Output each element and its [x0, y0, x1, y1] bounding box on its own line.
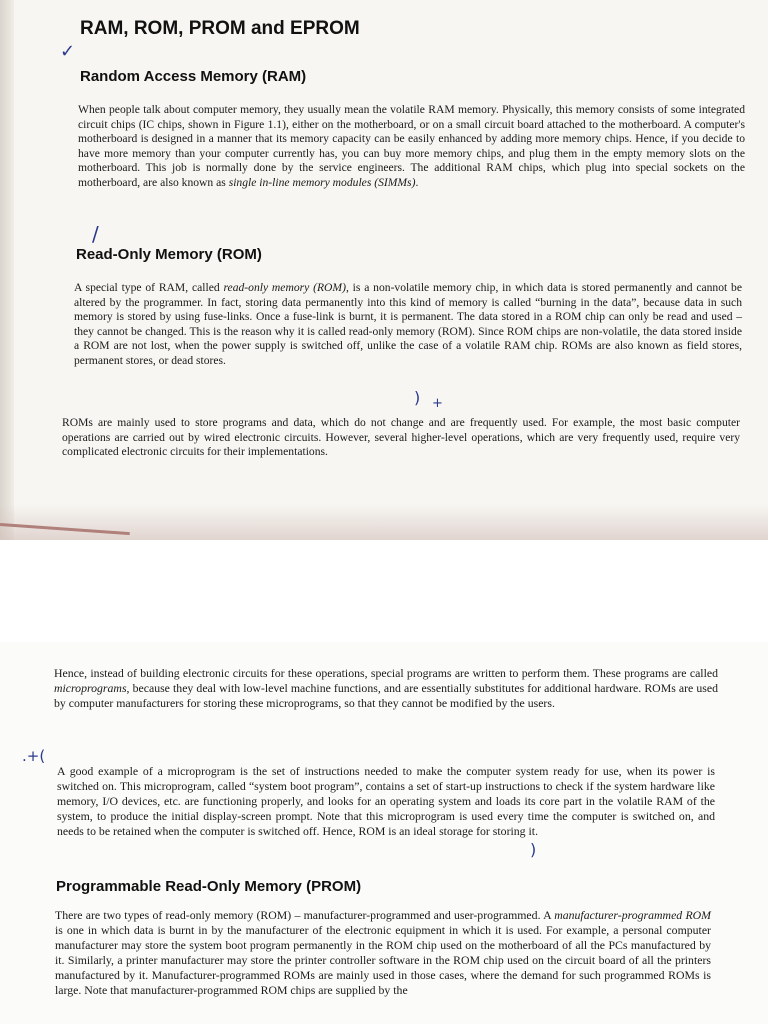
section-heading-ram: Random Access Memory (RAM)	[80, 68, 307, 85]
paragraph-microprograms: Hence, instead of building electronic circuits for these operations, special programs are written to perform them. These programs are called microprograms, because they deal with low-level machine functions, and are essentially substitutes for additional hardware. ROMs are used by computer manufacturers for storing these microprograms, so that they cannot be modified by the users.	[54, 666, 718, 710]
page-curl-shadow	[0, 504, 768, 540]
page-scan-bottom	[0, 642, 768, 1024]
page-title: RAM, ROM, PROM and EPROM	[80, 18, 360, 39]
paragraph-boot-program: A good example of a microprogram is the set of instructions needed to make the computer system ready for use, when its power is switched on. This microprogram, called “system boot program”, contains a set of start-up instructions to check if the system hardware like memory, I/O devices, etc. are functioning properly, and looks for an operating system and loads its core part in the volatile RAM of the system, to produce the initial display-screen prompt. Note that this microprogram is used every time the computer is switched on, and needs to be retained when the computer is switched off. Hence, ROM is an ideal storage for storing it.	[57, 764, 715, 838]
page-binding-shadow	[0, 0, 14, 540]
pen-asterisk-icon: .+(	[22, 747, 46, 765]
pen-bracket-end-icon: )	[530, 840, 537, 859]
pen-plus-icon: +	[432, 396, 443, 411]
paragraph-rom-usage: ROMs are mainly used to store programs and data, which do not change and are frequently used. For example, the most basic computer operations are carried out by wired electronic circuits. However, several higher-level operations, which are very frequently used, require very complicated electronic circuits for their implementations.	[62, 416, 740, 459]
paragraph-rom-definition: A special type of RAM, called read-only memory (ROM), is a non-volatile memory chip, in which data is stored permanently and cannot be altered by the programmer. In fact, storing data permanently into this kind of memory is called “burning in the data”, because data in such memory is stored by using fuse-links. Once a fuse-link is burnt, it is permanent. The data stored in a ROM chip can only be read and used – they cannot be changed. This is the reason why it is called read-only memory (ROM). Since ROM chips are non-volatile, the data stored inside a ROM are not lost, when the power supply is switched off, unlike the case of a volatile RAM chip. ROMs are also known as field stores, permanent stores, or dead stores.	[74, 281, 742, 367]
paragraph-prom: There are two types of read-only memory (ROM) – manufacturer-programmed and user-programmed. A manufacturer-programmed ROM is one in which data is burnt in by the manufacturer of the electronic equipment in which it is used. For example, a personal computer manufacturer may store the system boot program permanently in the ROM chip used on the motherboard of all the PCs manufactured by it. Similarly, a printer manufacturer may store the printer controller software in the ROM chip used on the circuit board of all the printers manufactured by it. Manufacturer-programmed ROMs are mainly used in those cases, where the demand for such programmed ROMs is large. Note that manufacturer-programmed ROM chips are supplied by the	[55, 908, 711, 997]
pen-checkmark-icon: ✓	[60, 41, 76, 62]
paragraph-ram: When people talk about computer memory, they usually mean the volatile RAM memory. Physically, this memory consists of some integrated circuit chips (IC chips, shown in Figure 1.1), either on the motherboard, or on a small circuit board attached to the motherboard. A computer's motherboard is designed in a manner that its memory capacity can be easily enhanced by adding more memory chips. Hence, if you decide to have more memory than your computer currently has, you can buy more memory chips, and plug them in the empty memory slots on the motherboard. This job is normally done by the service engineers. The additional RAM chips, which plug into special sockets on the motherboard, are also known as single in-line memory modules (SIMMs).	[78, 103, 745, 189]
pen-bracket-icon: )	[414, 388, 421, 407]
section-heading-rom: Read-Only Memory (ROM)	[76, 246, 262, 263]
pen-tick-icon: /	[92, 222, 99, 246]
section-heading-prom: Programmable Read-Only Memory (PROM)	[56, 878, 362, 895]
